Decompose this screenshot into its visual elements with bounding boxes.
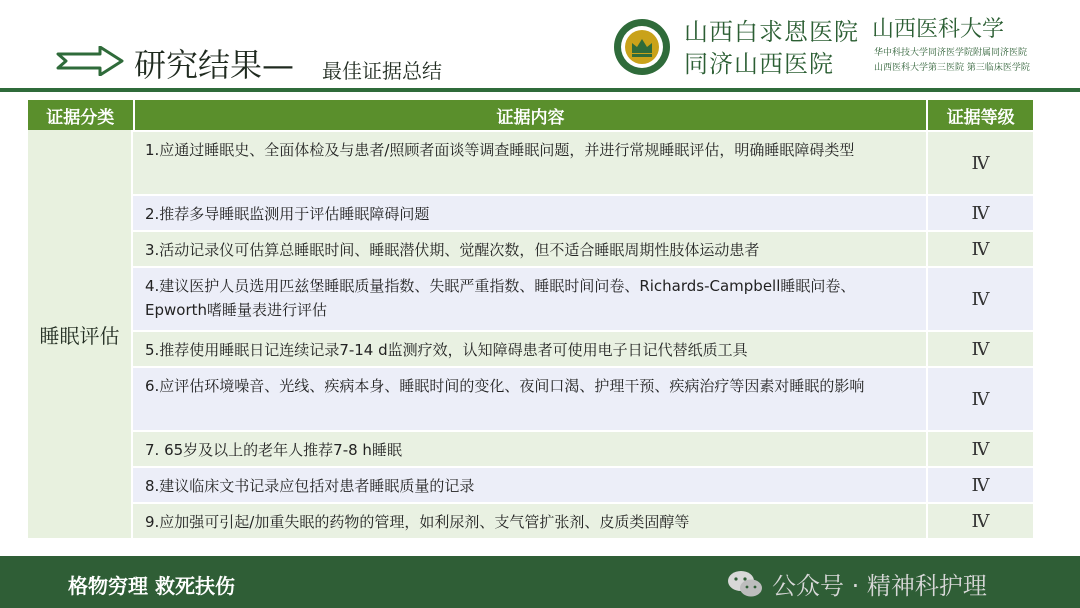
slide-footer — [0, 556, 1080, 608]
table-row — [133, 266, 1033, 330]
arrow-right-icon — [56, 46, 124, 76]
table-row — [133, 502, 1033, 538]
column-header-category: 证据分类 — [28, 100, 135, 130]
evidence-table — [28, 100, 1033, 538]
evidence-level: Ⅳ — [928, 232, 1033, 266]
category-label: 睡眠评估 — [39, 323, 120, 348]
table-row — [133, 194, 1033, 230]
evidence-content: 5.推荐使用睡眠日记连续记录7-14 d监测疗效，认知障碍患者可使用电子日记代替纸质工具 — [133, 332, 928, 366]
column-header-content: 证据内容 — [135, 100, 929, 130]
evidence-level: Ⅳ — [928, 132, 1033, 194]
watermark — [726, 566, 987, 601]
evidence-content: 1.应通过睡眠史、全面体检及与患者/照顾者面谈等调查睡眠问题，并进行常规睡眠评估，明确睡眠障碍类型 — [133, 132, 928, 194]
evidence-level: Ⅳ — [928, 432, 1033, 466]
table-header-row — [28, 100, 1033, 130]
footer-motto: 格物穷理 救死扶伤 — [68, 574, 235, 598]
table-row — [133, 366, 1033, 430]
page-title: 研究结果— — [134, 46, 295, 84]
header-divider — [0, 88, 1080, 92]
slide-header — [0, 0, 1080, 96]
category-cell — [28, 130, 133, 538]
evidence-content: 3.活动记录仪可估算总睡眠时间、睡眠潜伏期、觉醒次数，但不适合睡眠周期性肢体运动患者 — [133, 232, 928, 266]
university-subline-1: 华中科技大学同济医学院附属同济医院 — [874, 48, 1028, 58]
evidence-content: 7. 65岁及以上的老年人推荐7-8 h睡眠 — [133, 432, 928, 466]
hospital-name-1: 山西白求恩医院 — [684, 18, 859, 46]
table-row — [133, 430, 1033, 466]
evidence-level: Ⅳ — [928, 196, 1033, 230]
evidence-level: Ⅳ — [928, 504, 1033, 538]
university-name: 山西医科大学 — [872, 17, 1005, 42]
wechat-icon — [726, 569, 764, 599]
table-row — [133, 130, 1033, 194]
table-row — [133, 230, 1033, 266]
evidence-level: Ⅳ — [928, 268, 1033, 330]
column-header-level: 证据等级 — [928, 100, 1033, 130]
evidence-content: 4.建议医护人员选用匹兹堡睡眠质量指数、失眠严重指数、睡眠时间问卷、Richards-Campbell睡眠问卷、Epworth嗜睡量表进行评估 — [133, 268, 928, 330]
table-body — [28, 130, 1033, 538]
table-rows — [133, 130, 1033, 538]
evidence-content: 8.建议临床文书记录应包括对患者睡眠质量的记录 — [133, 468, 928, 502]
evidence-level: Ⅳ — [928, 332, 1033, 366]
watermark-text: 公众号 · 精神科护理 — [772, 572, 987, 600]
evidence-level: Ⅳ — [928, 368, 1033, 430]
evidence-level: Ⅳ — [928, 468, 1033, 502]
evidence-content: 6.应评估环境噪音、光线、疾病本身、睡眠时间的变化、夜间口渴、护理干预、疾病治疗等因素对睡眠的影响 — [133, 368, 928, 430]
evidence-content: 2.推荐多导睡眠监测用于评估睡眠障碍问题 — [133, 196, 928, 230]
hospital-name-2: 同济山西医院 — [684, 50, 834, 78]
university-subline-2: 山西医科大学第三医院 第三临床医学院 — [874, 63, 1030, 73]
hospital-logo-icon — [612, 17, 672, 77]
table-row — [133, 466, 1033, 502]
page-subtitle: 最佳证据总结 — [322, 59, 442, 83]
evidence-content: 9.应加强可引起/加重失眠的药物的管理，如利尿剂、支气管扩张剂、皮质类固醇等 — [133, 504, 928, 538]
table-row — [133, 330, 1033, 366]
